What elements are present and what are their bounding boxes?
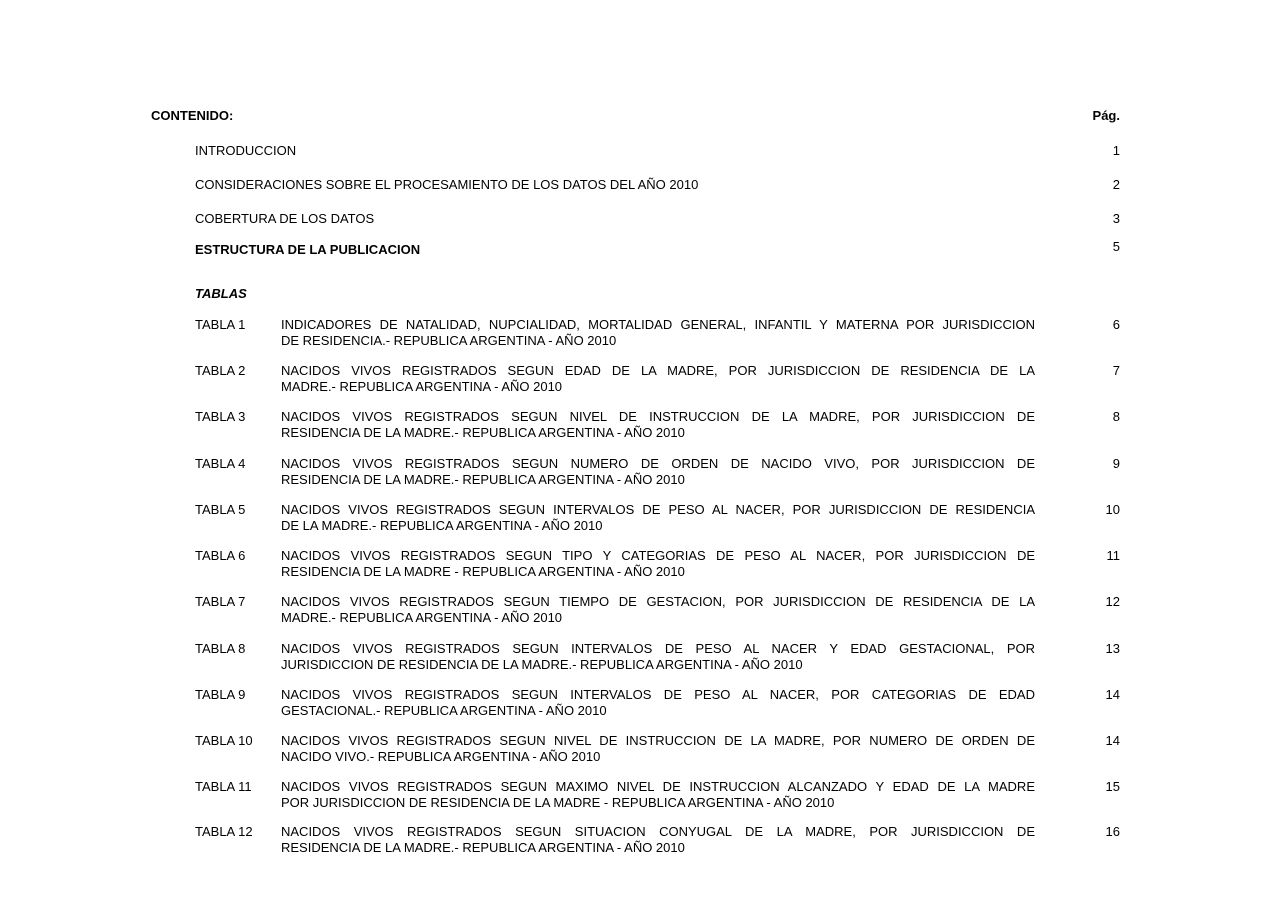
table-description [281,824,1035,856]
table-description [281,687,1035,719]
table-label: TABLA 7 [195,594,246,609]
toc-table-entry[interactable] [195,317,1125,351]
table-description [281,733,1035,765]
table-description [281,548,1035,580]
table-description-line: NACIDOS VIVOS REGISTRADOS SEGUN NUMERO DE ORDEN DE NACIDO VIVO, POR JURISDICCION DE [281,456,1035,471]
table-label: TABLA 12 [195,824,253,839]
table-description-line: POR JURISDICCION DE RESIDENCIA DE LA MADRE - REPUBLICA ARGENTINA - AÑO 2010 [281,795,835,810]
table-description-line: NACIDOS VIVOS REGISTRADOS SEGUN TIPO Y CATEGORIAS DE PESO AL NACER, POR JURISDICCION DE [281,548,1035,563]
table-label: TABLA 2 [195,363,246,378]
toc-table-entry[interactable] [195,687,1125,721]
toc-page-number: 10 [1105,502,1120,517]
table-description-line: RESIDENCIA DE LA MADRE.- REPUBLICA ARGENTINA - AÑO 2010 [281,472,685,487]
toc-page-number: 16 [1105,824,1120,839]
toc-page-number: 14 [1105,733,1120,748]
table-description-line: NACIDOS VIVOS REGISTRADOS SEGUN INTERVALOS DE PESO AL NACER Y EDAD GESTACIONAL, POR [281,641,1035,656]
table-description-line: NACIDOS VIVOS REGISTRADOS SEGUN INTERVALOS DE PESO AL NACER, POR JURISDICCION DE RESIDENCIA [281,502,1035,517]
table-description [281,779,1035,811]
table-description [281,363,1035,395]
table-label: TABLA 4 [195,456,246,471]
table-description [281,502,1035,534]
table-description-line: MADRE.- REPUBLICA ARGENTINA - AÑO 2010 [281,610,563,625]
table-description [281,456,1035,488]
toc-page-number: 9 [1112,456,1120,471]
table-description-line: MADRE.- REPUBLICA ARGENTINA - AÑO 2010 [281,379,563,394]
table-description-line: RESIDENCIA DE LA MADRE - REPUBLICA ARGENTINA - AÑO 2010 [281,564,685,579]
toc-entry-estructura[interactable]: ESTRUCTURA DE LA PUBLICACION [195,242,421,257]
table-description [281,594,1035,626]
table-description-line: NACIDOS VIVOS REGISTRADOS SEGUN TIEMPO DE GESTACION, POR JURISDICCION DE RESIDENCIA DE LA [281,594,1035,609]
table-description-line: RESIDENCIA DE LA MADRE.- REPUBLICA ARGENTINA - AÑO 2010 [281,425,685,440]
table-description-line: NACIDOS VIVOS REGISTRADOS SEGUN SITUACION CONYUGAL DE LA MADRE, POR JURISDICCION DE [281,824,1035,839]
toc-page-number: 13 [1105,641,1120,656]
toc-page-number: 12 [1105,594,1120,609]
toc-table-entry[interactable] [195,594,1125,628]
toc-table-entry[interactable] [195,641,1125,675]
page-column-header: Pág. [1092,108,1120,123]
table-label: TABLA 3 [195,409,246,424]
table-label: TABLA 5 [195,502,246,517]
toc-page-number: 15 [1105,779,1120,794]
toc-page-number: 7 [1112,363,1120,378]
table-description-line: INDICADORES DE NATALIDAD, NUPCIALIDAD, MORTALIDAD GENERAL, INFANTIL Y MATERNA POR JURISDICCION [281,317,1035,332]
table-label: TABLA 11 [195,779,252,794]
table-label: TABLA 9 [195,687,246,702]
tables-heading: TABLAS [195,286,247,301]
toc-table-entry[interactable] [195,502,1125,536]
toc-entry-introduccion[interactable]: INTRODUCCION [195,143,297,158]
toc-page-number: 5 [1112,239,1120,254]
table-description [281,317,1035,349]
table-description-line: RESIDENCIA DE LA MADRE.- REPUBLICA ARGENTINA - AÑO 2010 [281,840,685,855]
toc-page-number: 6 [1112,317,1120,332]
toc-entry-cobertura[interactable]: COBERTURA DE LOS DATOS [195,211,375,226]
toc-table-entry[interactable] [195,779,1125,813]
toc-page-number: 14 [1105,687,1120,702]
table-label: TABLA 8 [195,641,246,656]
table-description-line: GESTACIONAL.- REPUBLICA ARGENTINA - AÑO 2010 [281,703,607,718]
toc-table-entry[interactable] [195,548,1125,582]
toc-table-entry[interactable] [195,363,1125,397]
toc-page-number: 1 [1112,143,1120,158]
toc-table-entry[interactable] [195,409,1125,443]
table-label: TABLA 10 [195,733,253,748]
contents-title: CONTENIDO: [151,108,234,123]
table-description-line: NACIDOS VIVOS REGISTRADOS SEGUN INTERVALOS DE PESO AL NACER, POR CATEGORIAS DE EDAD [281,687,1035,702]
table-description [281,409,1035,441]
table-description-line: DE LA MADRE.- REPUBLICA ARGENTINA - AÑO 2010 [281,518,603,533]
table-description-line: DE RESIDENCIA.- REPUBLICA ARGENTINA - AÑO 2010 [281,333,617,348]
toc-page-number: 3 [1112,211,1120,226]
table-label: TABLA 1 [195,317,246,332]
table-label: TABLA 6 [195,548,246,563]
table-description-line: NACIDO VIVO.- REPUBLICA ARGENTINA - AÑO 2010 [281,749,601,764]
toc-table-entry[interactable] [195,733,1125,767]
toc-page-number: 2 [1112,177,1120,192]
table-description-line: NACIDOS VIVOS REGISTRADOS SEGUN NIVEL DE INSTRUCCION DE LA MADRE, POR NUMERO DE ORDEN DE [281,733,1035,748]
table-description [281,641,1035,673]
toc-page-number: 8 [1112,409,1120,424]
table-description-line: NACIDOS VIVOS REGISTRADOS SEGUN MAXIMO NIVEL DE INSTRUCCION ALCANZADO Y EDAD DE LA MADRE [281,779,1035,794]
toc-table-entry[interactable] [195,456,1125,490]
table-description-line: JURISDICCION DE RESIDENCIA DE LA MADRE.- REPUBLICA ARGENTINA - AÑO 2010 [281,657,803,672]
toc-table-entry[interactable] [195,824,1125,858]
table-description-line: NACIDOS VIVOS REGISTRADOS SEGUN EDAD DE LA MADRE, POR JURISDICCION DE RESIDENCIA DE LA [281,363,1035,378]
table-description-line: NACIDOS VIVOS REGISTRADOS SEGUN NIVEL DE INSTRUCCION DE LA MADRE, POR JURISDICCION DE [281,409,1035,424]
toc-entry-consideraciones[interactable]: CONSIDERACIONES SOBRE EL PROCESAMIENTO DE LOS DATOS DEL AÑO 2010 [195,177,699,192]
toc-page-number: 11 [1106,548,1120,563]
